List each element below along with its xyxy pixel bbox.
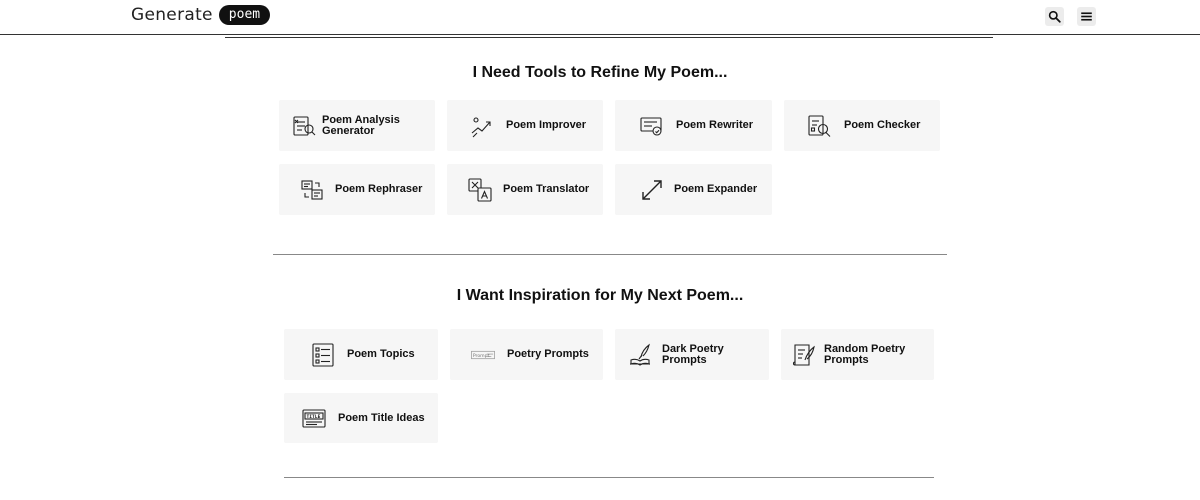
- card-label: Poem Rephraser: [335, 183, 423, 195]
- card-poetry-prompts[interactable]: [450, 329, 603, 380]
- prompt-box-icon: [471, 342, 495, 368]
- card-label: Random Poetry Prompts: [824, 342, 906, 366]
- topics-list-icon: [311, 342, 337, 368]
- card-label: Poem Title Ideas: [338, 411, 425, 424]
- quill-book-icon: [627, 342, 653, 368]
- divider-middle: [273, 254, 947, 255]
- menu-button[interactable]: [1077, 7, 1096, 26]
- title-card-icon: [301, 405, 327, 431]
- search-icon: [1048, 10, 1061, 23]
- card-poem-rewriter[interactable]: [615, 100, 772, 151]
- translator-icon: [467, 177, 493, 203]
- card-poem-title-ideas[interactable]: [284, 393, 438, 443]
- card-label: Poem Topics: [347, 348, 415, 360]
- card-poem-improver[interactable]: [447, 100, 603, 151]
- card-label: Poem Improver: [506, 119, 587, 131]
- card-poem-expander[interactable]: [615, 164, 772, 215]
- card-label: Poem Checker: [844, 119, 921, 131]
- svg-text:TITLE: TITLE: [306, 415, 321, 420]
- logo-pill: poem: [219, 5, 270, 25]
- section-heading-inspiration: I Want Inspiration for My Next Poem...: [456, 287, 744, 304]
- rewriter-icon: [639, 113, 665, 139]
- analysis-icon: [291, 113, 317, 139]
- checker-icon: [806, 113, 832, 139]
- card-label: Poem Translator: [503, 183, 590, 195]
- divider-bottom: [284, 477, 934, 478]
- improver-icon: [469, 113, 495, 139]
- menu-icon: [1080, 10, 1093, 23]
- card-random-poetry-prompts[interactable]: [781, 329, 934, 380]
- card-label: Poem Expander: [674, 183, 758, 195]
- site-logo[interactable]: [131, 5, 270, 25]
- card-label: Poetry Prompts: [507, 348, 589, 360]
- svg-text:Prompt: Prompt: [472, 353, 490, 359]
- search-button[interactable]: [1045, 7, 1064, 26]
- expand-arrows-icon: [639, 177, 665, 203]
- card-label: Poem Rewriter: [676, 119, 754, 131]
- card-poem-checker[interactable]: [784, 100, 940, 151]
- card-label: Dark Poetry Prompts: [662, 342, 724, 366]
- rephraser-icon: [299, 177, 325, 203]
- logo-text: Generate: [131, 5, 213, 25]
- card-poem-translator[interactable]: [447, 164, 603, 215]
- quill-paper-icon: [791, 342, 817, 368]
- card-label: Poem Analysis Generator: [322, 113, 400, 137]
- top-navigation-bar: [0, 0, 1200, 35]
- card-poem-topics[interactable]: [284, 329, 438, 380]
- section-heading-refine-tools: I Need Tools to Refine My Poem...: [472, 64, 728, 81]
- card-poem-analysis-generator[interactable]: [279, 100, 435, 151]
- divider-top: [225, 37, 993, 38]
- card-poem-rephraser[interactable]: [279, 164, 435, 215]
- card-dark-poetry-prompts[interactable]: [615, 329, 769, 380]
